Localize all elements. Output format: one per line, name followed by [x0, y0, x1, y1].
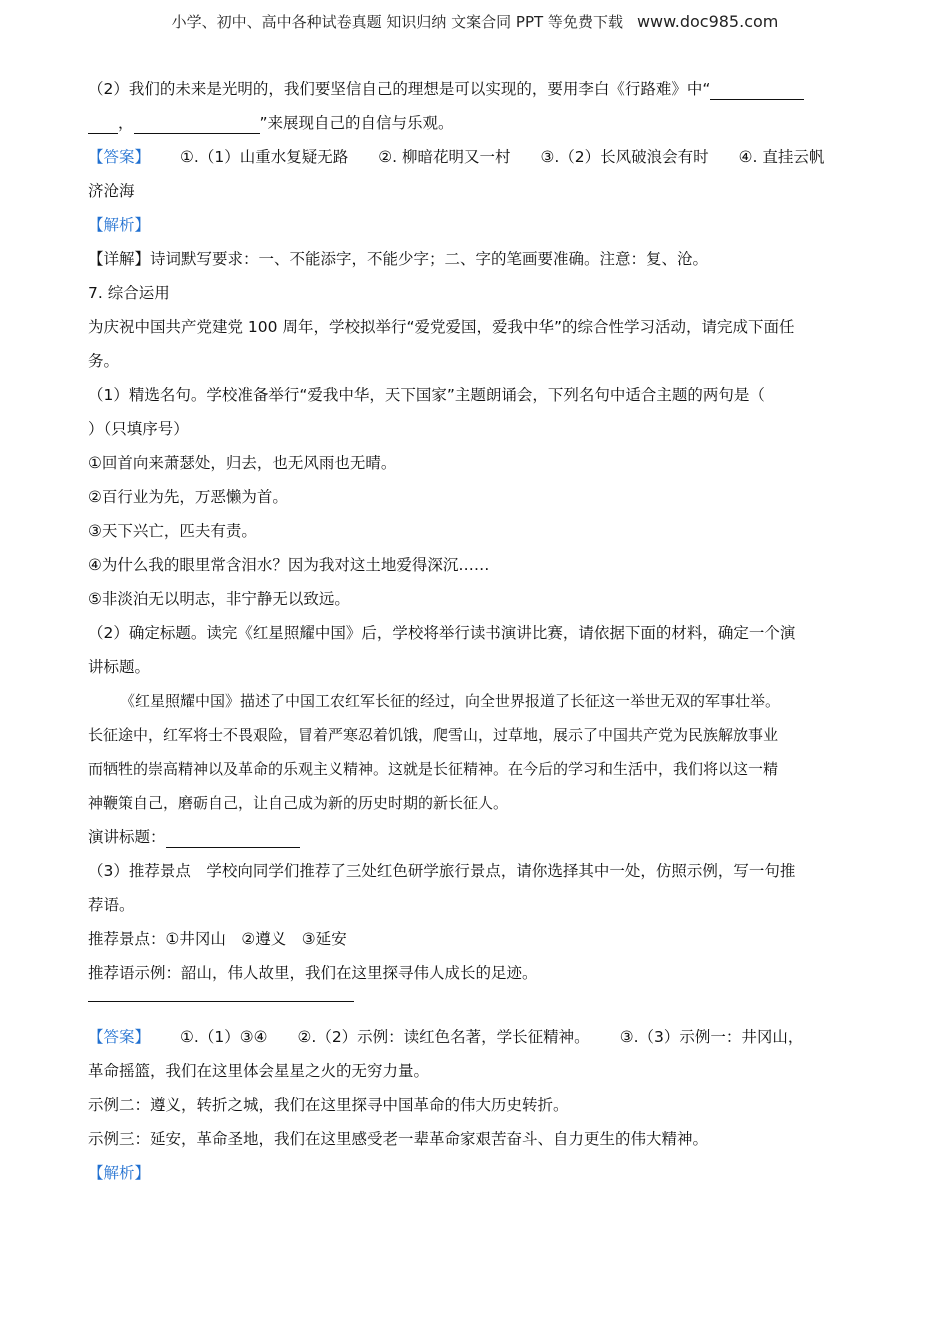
q6-part2-line1: （2）我们的未来是光明的，我们要坚信自己的理想是可以实现的，要用李白《行路难》中“ [88, 72, 868, 106]
q7-part2-cont: 讲标题。 [88, 658, 151, 676]
material-paragraph: 神鞭策自己，磨砺自己，让自己成为新的历史时期的新长征人。 [88, 794, 509, 812]
material-paragraph: 而牺牲的崇高精神以及革命的乐观主义精神。这就是长征精神。在今后的学习和生活中，我们将以这一精 [88, 760, 779, 778]
speech-title-blank[interactable] [166, 825, 300, 848]
material-paragraph: 长征途中，红军将士不畏艰险，冒着严寒忍着饥饿，爬雪山，过草地，展示了中国共产党为民族解放事业 [88, 726, 779, 744]
answer-tag: 【答案】 [88, 148, 151, 166]
material-paragraph: 《红星照耀中国》描述了中国工农红军长征的经过，向全世界报道了长征这一举世无双的军事壮举。 [120, 692, 781, 710]
header-text: 小学、初中、高中各种试卷真题 知识归纳 文案合同 PPT 等免费下载 [171, 13, 623, 31]
q7-intro-cont: 务。 [88, 352, 120, 370]
option-item: ④为什么我的眼里常含泪水？因为我对这土地爱得深沉…… [88, 556, 490, 574]
q6-part2-line2: ， ”来展现自己的自信与乐观。 [88, 106, 868, 140]
q7-part3-cont: 荐语。 [88, 896, 135, 914]
q7-part1-cont: ）（只填序号） [88, 420, 189, 438]
analysis-tag: 【解析】 [88, 216, 151, 234]
q7-part2: （2）确定标题。读完《红星照耀中国》后，学校将举行读书演讲比赛，请依据下面的材料，确定一个演 [88, 624, 796, 642]
answer-tag: 【答案】 [88, 1028, 151, 1046]
q7-intro: 为庆祝中国共产党建党 100 周年，学校拟举行“爱党爱国，爱我中华”的综合性学习活动，请完成下面任 [88, 318, 795, 336]
q7-answer-cont: 革命摇篮，我们在这里体会星星之火的无穷力量。 [88, 1062, 430, 1080]
option-item: ②百行业为先，万恶懒为首。 [88, 488, 288, 506]
recommended-spots: 推荐景点：①井冈山 ②遵义 ③延安 [88, 930, 347, 948]
page-header [0, 11, 950, 32]
detail-tag: 【详解】 [88, 250, 151, 268]
option-item: ①回首向来萧瑟处，归去，也无风雨也无晴。 [88, 454, 397, 472]
q7-example-3: 示例三：延安，革命圣地，我们在这里感受老一辈革命家艰苦奋斗、自力更生的伟大精神。 [88, 1130, 709, 1148]
answer-blank[interactable] [710, 77, 804, 100]
document-body [88, 72, 868, 1190]
answer-blank[interactable] [134, 111, 260, 134]
speech-title-row: 演讲标题： [88, 820, 868, 854]
recommendation-example: 推荐语示例：韶山，伟人故里，我们在这里探寻伟人成长的足迹。 [88, 964, 538, 982]
q7-part1: （1）精选名句。学校准备举行“爱我中华，天下国家”主题朗诵会，下列名句中适合主题的两句是（ [88, 386, 765, 404]
q7-example-2: 示例二：遵义，转折之城，我们在这里探寻中国革命的伟大历史转折。 [88, 1096, 569, 1114]
q7-title: 7. 综合运用 [88, 284, 170, 302]
q7-answer: 【答案】 ①.（1）③④ ②.（2）示例：读红色名著，学长征精神。 ③.（3）示例一：井冈山， [88, 1028, 804, 1046]
option-item: ③天下兴亡，匹夫有责。 [88, 522, 257, 540]
header-site-link[interactable]: www.doc985.com [636, 12, 779, 31]
analysis-tag: 【解析】 [88, 1164, 151, 1182]
q6-detail: 【详解】诗词默写要求：一、不能添字，不能少字；二、字的笔画要准确。注意：复、沧。 [88, 250, 709, 268]
q6-answer: 【答案】 ①.（1）山重水复疑无路 ②. 柳暗花明又一村 ③.（2）长风破浪会有时 ④. 直挂云帆 [88, 148, 825, 166]
option-item: ⑤非淡泊无以明志，非宁静无以致远。 [88, 590, 350, 608]
q7-part3: （3）推荐景点 学校向同学们推荐了三处红色研学旅行景点，请你选择其中一处，仿照示例，写一句推 [88, 862, 796, 880]
answer-blank[interactable] [88, 111, 118, 134]
answer-line[interactable] [88, 1000, 354, 1002]
q6-answer-cont: 济沧海 [88, 182, 135, 200]
